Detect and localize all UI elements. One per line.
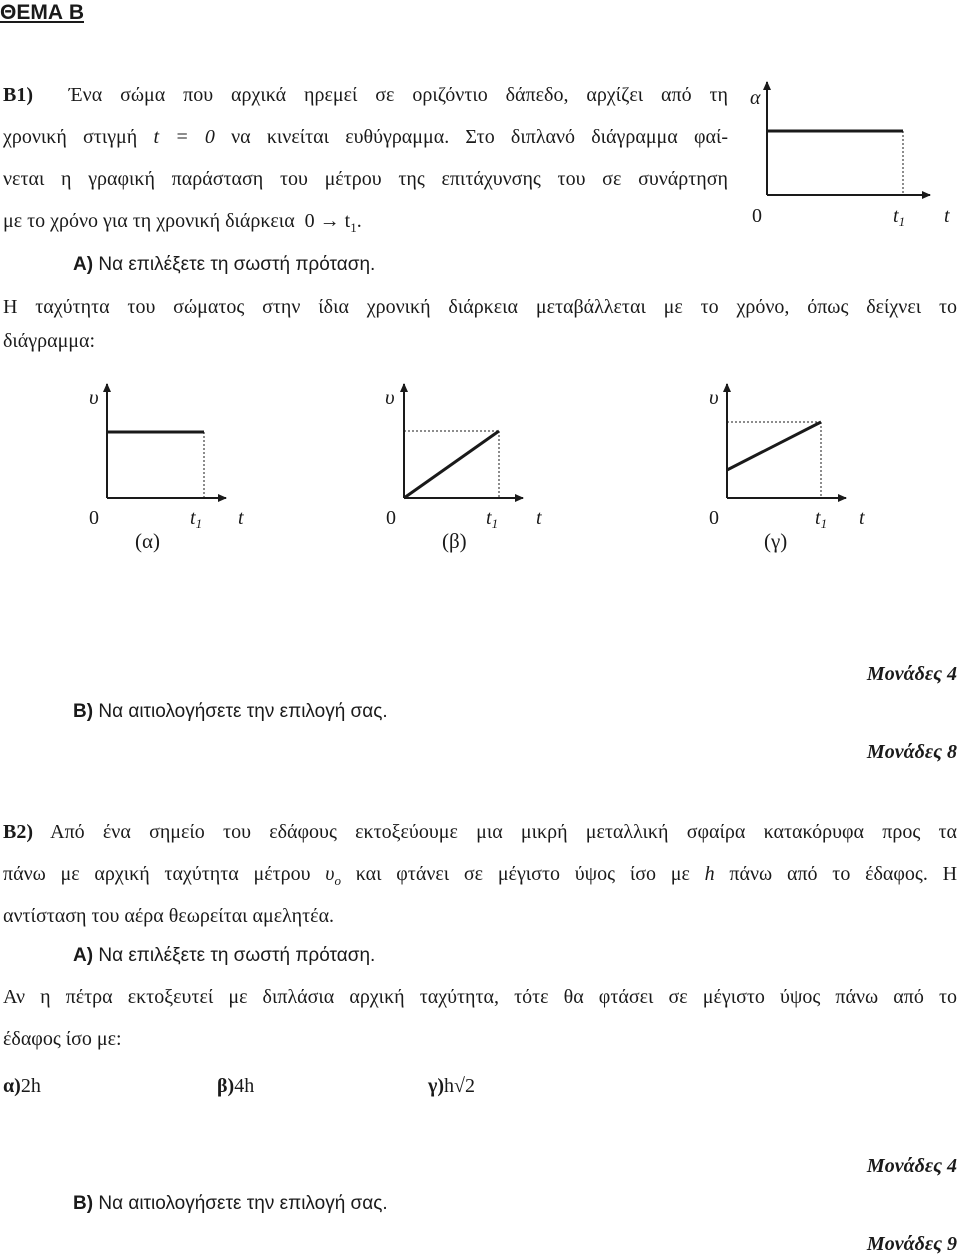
b1-marks-a: Μονάδες 4 — [866, 663, 957, 685]
b2-question-line-2: έδαφος ίσο με: — [3, 1028, 122, 1050]
b1-line-3: νεται η γραφική παράσταση του μέτρου της επιτάχυνσης του σε συνάρτηση — [3, 168, 728, 190]
b1-line-4: με το χρόνο για τη χρονική διάρκεια $0 \to t_1$. — [3, 210, 362, 235]
b2-line-2: πάνω με αρχική ταχύτητα μέτρου $\upsilon_o$ και φτάνει σε μέγιστο ύψος ίσο με h πάνω από το έδαφος. Η — [3, 863, 958, 888]
vel-c-line — [727, 422, 821, 470]
vel-b-caption: (β) — [442, 529, 467, 553]
vel-c-x-label: t — [859, 507, 865, 529]
accel-y-label: α — [750, 87, 761, 109]
section-heading: ΘΕΜΑ Β — [0, 1, 84, 24]
v0-symbol: $\upsilon_o$ — [325, 863, 341, 888]
b2-marks-a: Μονάδες 4 — [866, 1155, 957, 1177]
option-b: β) 4h — [217, 1075, 255, 1097]
b2-options — [0, 1075, 960, 1103]
vel-c-origin: 0 — [709, 507, 719, 529]
velocity-graph-b — [385, 384, 542, 553]
b2-part-a: Α) Να επιλέξετε τη σωστή πρόταση. — [73, 945, 376, 966]
vel-a-t1: $t_1$ — [190, 507, 203, 531]
h-symbol: h — [704, 863, 715, 885]
b1-part-b: Β) Να αιτιολογήσετε την επιλογή σας. — [73, 701, 388, 722]
b2-part-b: Β) Να αιτιολογήσετε την επιλογή σας. — [73, 1193, 388, 1214]
vel-a-y-label: υ — [89, 385, 99, 409]
acceleration-graph — [750, 82, 950, 229]
accel-origin-label: 0 — [752, 205, 762, 227]
b2-marks-b: Μονάδες 9 — [866, 1233, 957, 1255]
vel-a-origin: 0 — [89, 507, 99, 529]
time-interval: $0 \to t_1$. — [304, 210, 362, 235]
b2-label: Β2) — [3, 821, 33, 843]
b1-statement-line-1: Η ταχύτητα του σώματος στην ίδια χρονική διάρκεια μεταβάλλεται με το χρόνο, όπως δείχνει το — [3, 296, 957, 318]
accel-t1-label: $t_1$ — [893, 205, 906, 229]
b1-intro-text: Ένα σώμα που αρχικά ηρεμεί σε οριζόντιο δάπεδο, αρχίζει από τη — [68, 84, 728, 106]
vel-b-t1: $t_1$ — [486, 507, 499, 531]
b2-line-1: Β2) Από ένα σημείο του εδάφους εκτοξεύουμε μια μικρή μεταλλική σφαίρα κατακόρυφα προς τα — [3, 821, 957, 843]
accel-x-label: t — [944, 205, 950, 227]
option-a: α) 2h — [3, 1075, 41, 1097]
b2-line-3: αντίσταση του αέρα θεωρείται αμελητέα. — [3, 905, 335, 927]
vel-b-origin: 0 — [386, 507, 396, 529]
vel-c-t1: $t_1$ — [815, 507, 828, 531]
vel-b-x-label: t — [536, 507, 542, 529]
vel-a-caption: (α) — [135, 529, 160, 553]
b1-statement-line-2: διάγραμμα: — [3, 330, 96, 352]
b1-marks-b: Μονάδες 8 — [866, 741, 957, 763]
vel-c-y-label: υ — [709, 385, 719, 409]
b1-line-2: χρονική στιγμή t = 0 να κινείται ευθύγραμμα. Στο διπλανό διάγραμμα φαί- — [3, 126, 729, 148]
vel-b-line — [404, 431, 499, 498]
b2-question-line-1: Αν η πέτρα εκτοξευτεί με διπλάσια αρχική ταχύτητα, τότε θα φτάσει σε μέγιστο ύψος πάνω από το — [3, 986, 957, 1008]
vel-a-x-label: t — [238, 507, 244, 529]
vel-b-y-label: υ — [385, 385, 395, 409]
option-c: γ) h√2 — [428, 1075, 475, 1097]
velocity-graph-a — [89, 384, 244, 553]
b1-part-a: Α) Να επιλέξετε τη σωστή πρόταση. — [73, 254, 376, 275]
b1-label: Β1) — [3, 84, 33, 106]
t-equals-zero: t = 0 — [153, 126, 215, 148]
vel-c-caption: (γ) — [764, 529, 788, 553]
velocity-graph-c — [709, 384, 865, 553]
